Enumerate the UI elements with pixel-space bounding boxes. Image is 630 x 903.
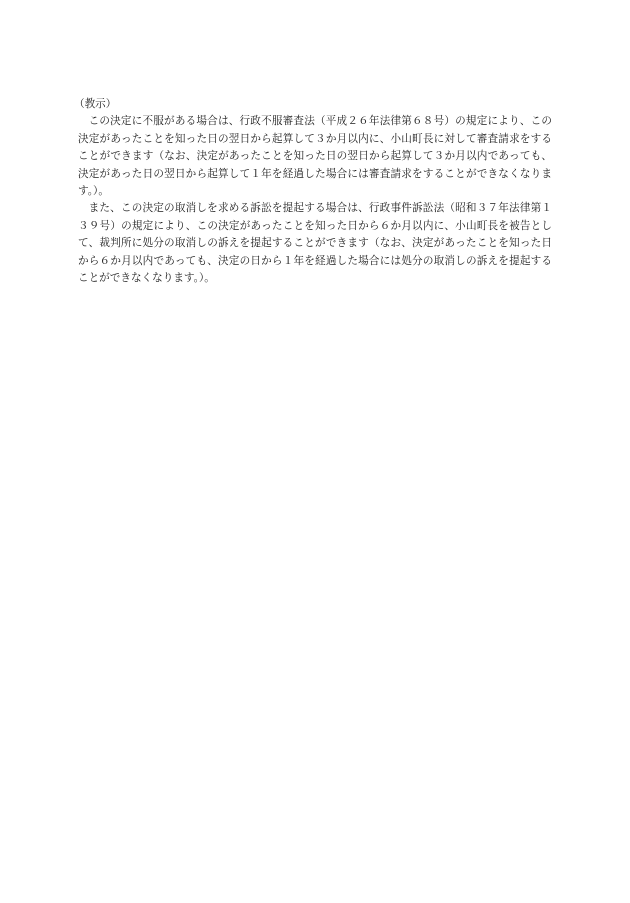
lawsuit-paragraph: また、この決定の取消しを求める訴訟を提起する場合は、行政事件訴訟法（昭和３７年法律第１３９号）の規定により、この決定があったことを知った日から６か月以内に、小山町長を被告として、裁判所に処分の取消しの訴えを提起することができます（なお、決定があったことを知った日から６か月以内であっても、決定の日から１年を経過した場合には処分の取消しの訴えを提起することができなくなります。）。 xyxy=(78,202,552,285)
appeal-paragraph: この決定に不服がある場合は、行政不服審査法（平成２６年法律第６８号）の規定により、この決定があったことを知った日の翌日から起算して３か月以内に、小山町長に対して審査請求をすることができます（なお、決定があったことを知った日の翌日から起算して３か月以内であっても、決定があった日の翌日から起算して１年を経過した場合には審査請求をすることができなくなります。）。 xyxy=(78,115,552,198)
notice-heading: （教示） xyxy=(74,98,117,110)
instruction-notice xyxy=(74,96,552,287)
